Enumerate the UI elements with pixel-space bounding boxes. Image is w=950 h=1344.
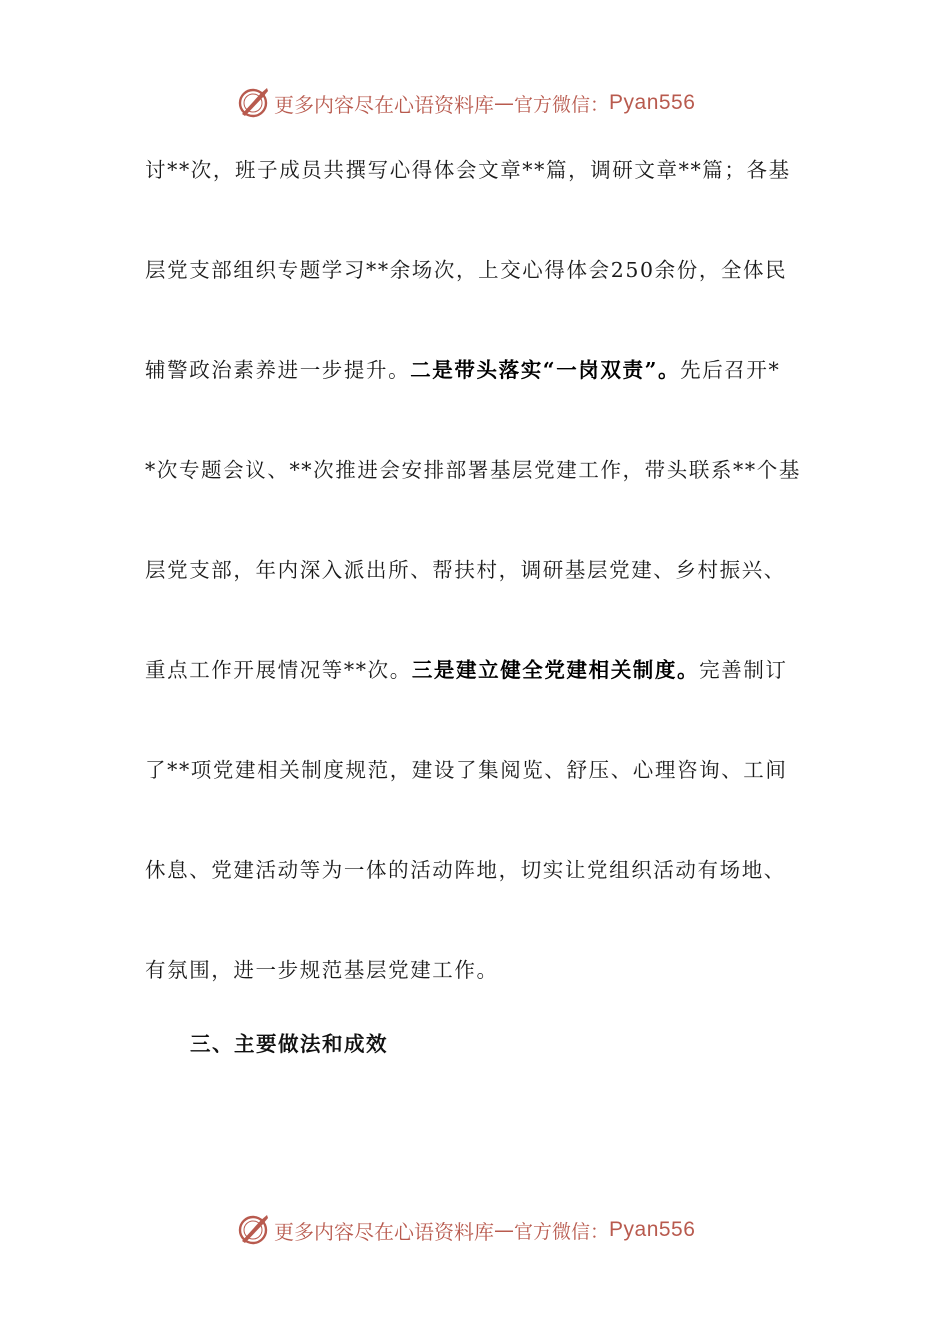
text-run: *次专题会议、**次推进会安排部署基层党建工作，带头联系**个基 xyxy=(145,458,801,482)
text-run: 层党支部，年内深入派出所、帮扶村，调研基层党建、乡村振兴、 xyxy=(145,558,786,582)
section-heading: 三、主要做法和成效 xyxy=(190,1032,388,1056)
text-run: 先后召开* xyxy=(680,358,781,382)
bold-phrase: 二是带头落实“一岗双责”。 xyxy=(410,358,681,382)
watermark-account: Pyan556 xyxy=(609,91,696,114)
bold-phrase: 三是建立健全党建相关制度。 xyxy=(411,658,700,682)
text-run: 层党支部组织专题学习**余场次，上交心得体会250余份，全体民 xyxy=(145,258,788,282)
body-paragraph xyxy=(145,150,807,1050)
paragraph-line xyxy=(145,350,807,450)
text-run: 讨**次，班子成员共撰写心得体会文章**篇，调研文章**篇；各基 xyxy=(145,158,791,182)
paragraph-line xyxy=(145,650,807,750)
header-watermark xyxy=(236,85,695,121)
watermark-dash: — xyxy=(494,1218,514,1242)
watermark-brand: 更多内容尽在心语资料库 xyxy=(274,92,494,117)
watermark-account: Pyan556 xyxy=(609,1218,696,1241)
text-run: 了**项党建相关制度规范，建设了集阅览、舒压、心理咨询、工间 xyxy=(145,758,788,782)
paragraph-line xyxy=(145,750,807,850)
text-run: 重点工作开展情况等**次。 xyxy=(145,658,412,682)
text-run: 完善制订 xyxy=(699,658,788,682)
quill-logo-icon xyxy=(236,86,270,120)
paragraph-line xyxy=(145,250,807,350)
paragraph-line xyxy=(145,550,807,650)
watermark-label: 官方微信： xyxy=(514,1220,610,1243)
watermark-dash: — xyxy=(494,91,514,115)
footer-watermark xyxy=(236,1212,695,1248)
text-run: 有氛围，进一步规范基层党建工作。 xyxy=(145,958,499,982)
paragraph-line xyxy=(145,850,807,950)
quill-logo-icon xyxy=(236,1213,270,1247)
paragraph-line xyxy=(145,150,807,250)
watermark-label: 官方微信： xyxy=(514,93,610,116)
text-run: 休息、党建活动等为一体的活动阵地，切实让党组织活动有场地、 xyxy=(145,858,786,882)
watermark-brand: 更多内容尽在心语资料库 xyxy=(274,1219,494,1244)
paragraph-line xyxy=(145,450,807,550)
text-run: 辅警政治素养进一步提升。 xyxy=(145,358,411,382)
